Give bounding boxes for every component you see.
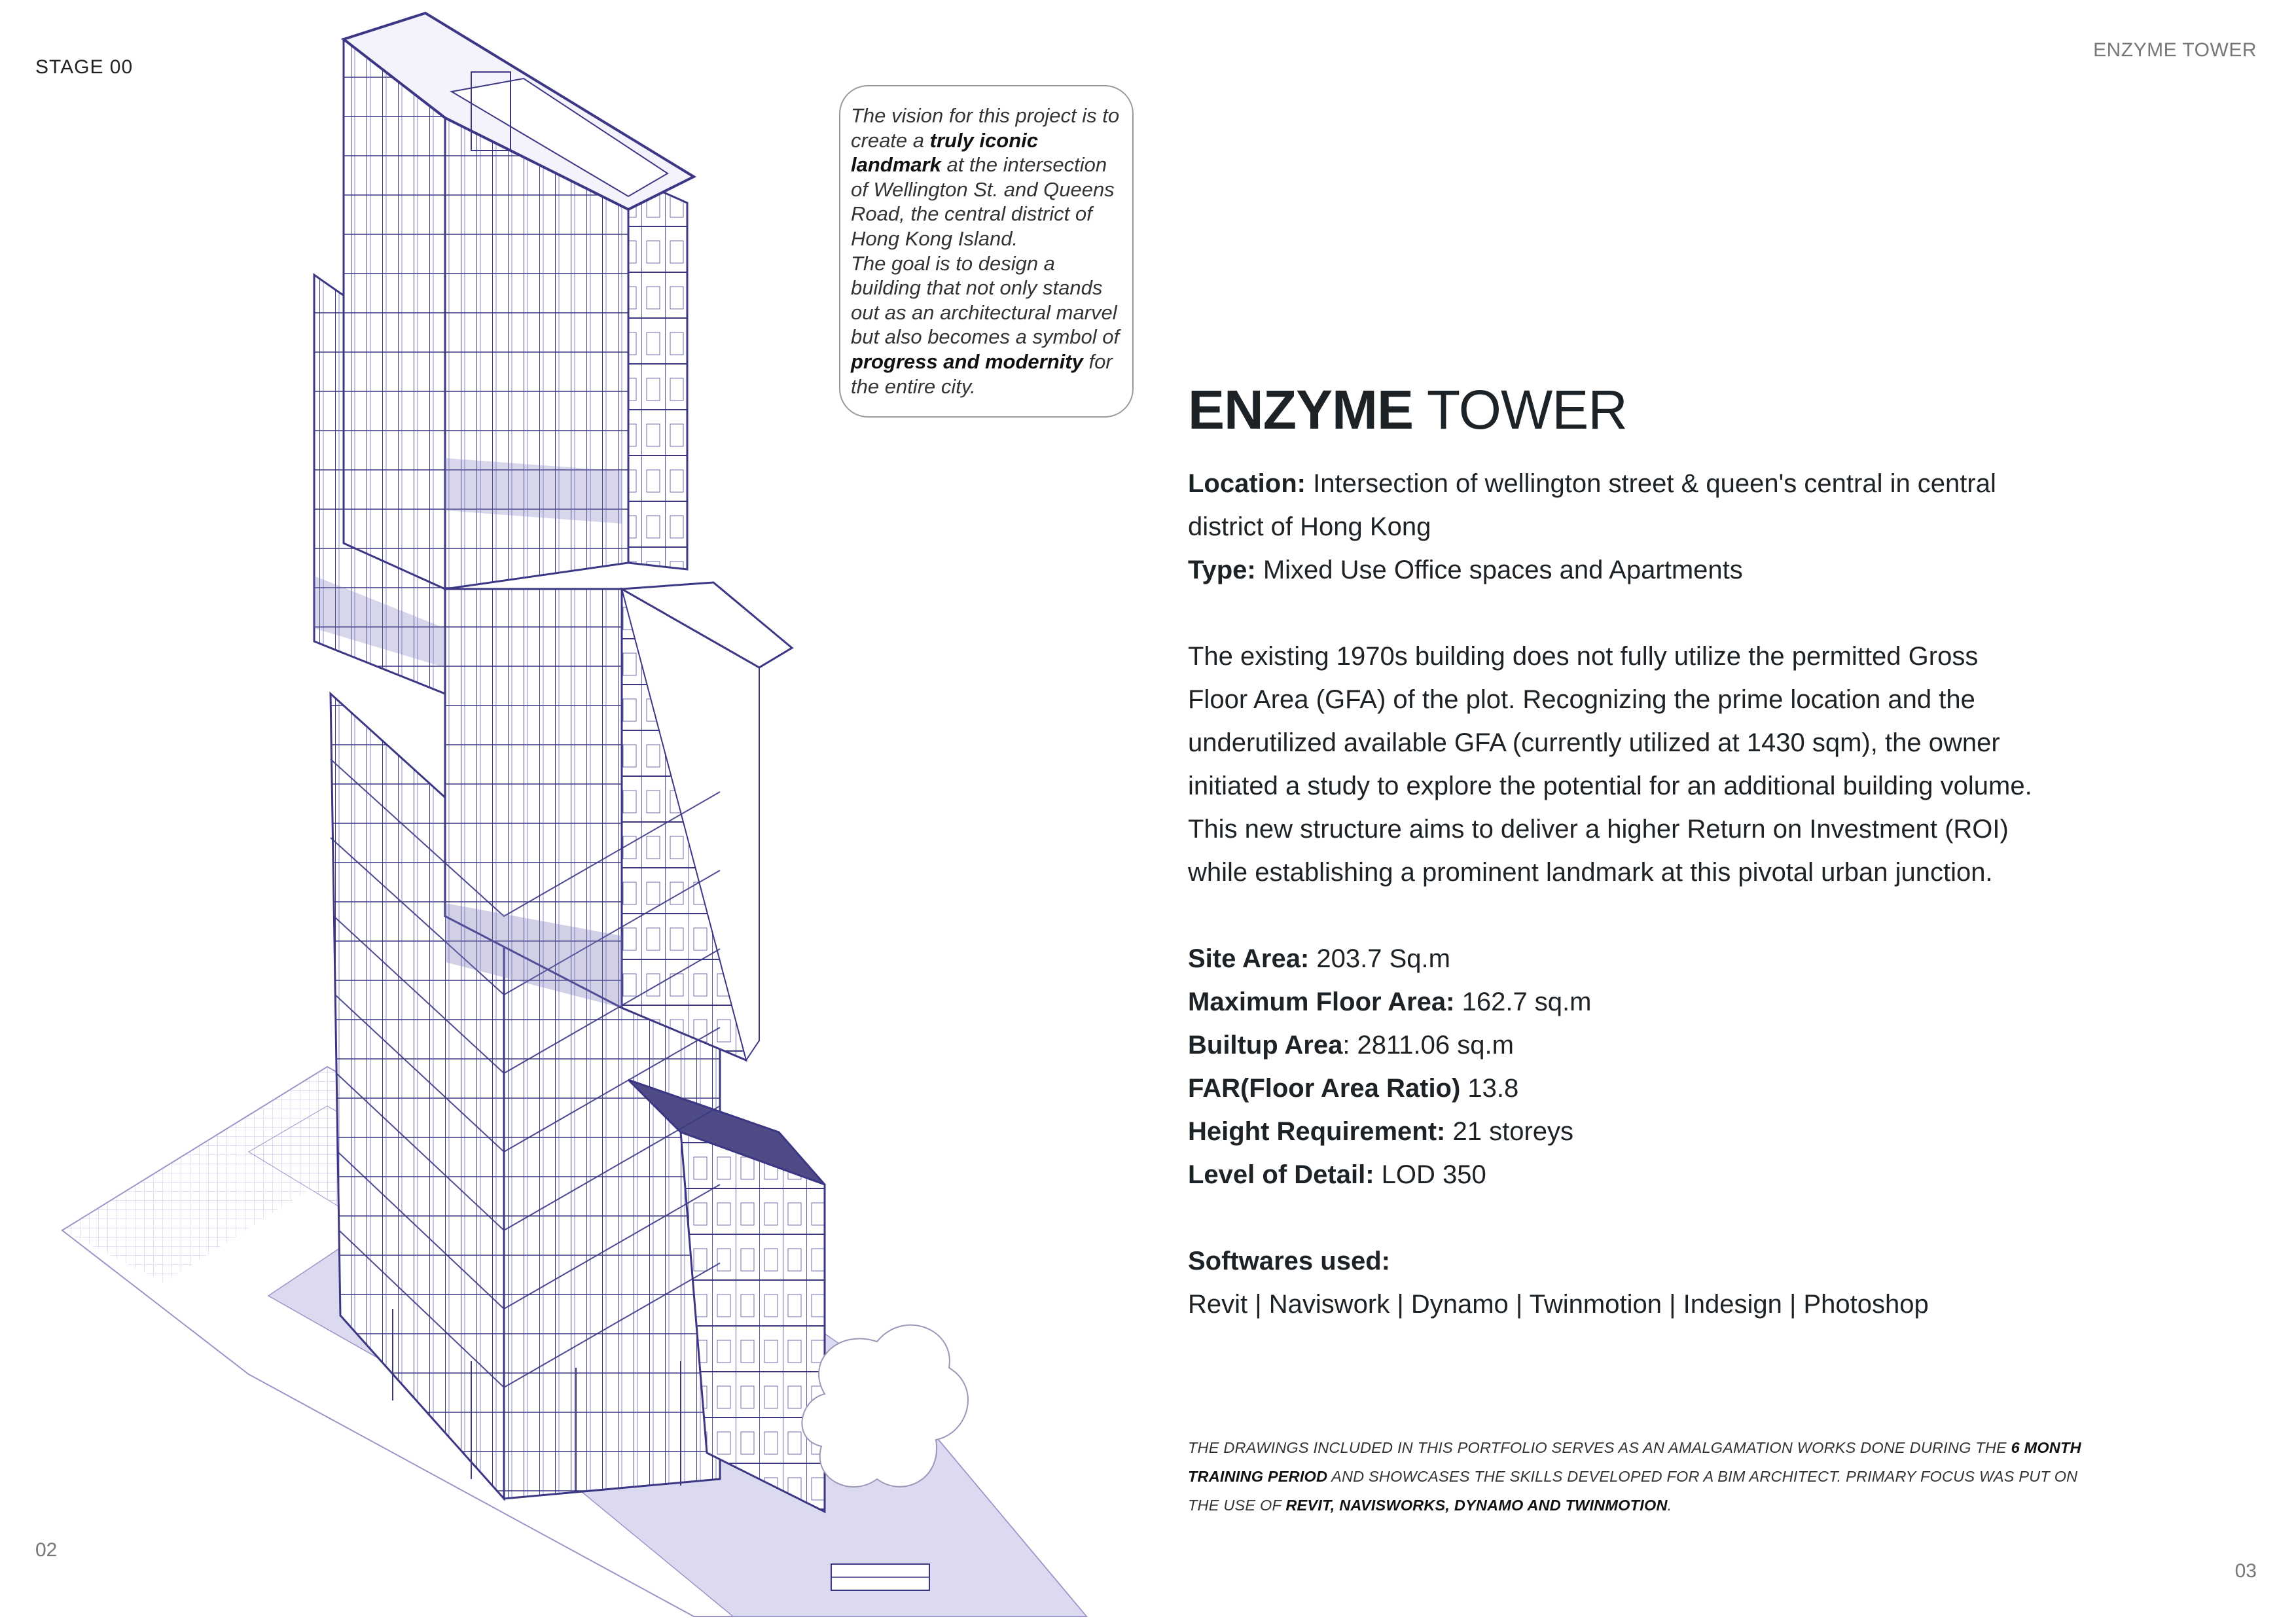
softwares-list: Revit | Naviswork | Dynamo | Twinmotion | Indesign | Photoshop	[1188, 1290, 1929, 1319]
page-number-right: 03	[2234, 1560, 2257, 1582]
stat-lod: Level of Detail: LOD 350	[1188, 1160, 1486, 1189]
project-description: The existing 1970s building does not fully utilize the permitted Gross Floor Area (GFA) of the plot. Recognizing the prime location and the underutilized available GFA (currently utilized at 1430 sqm), the owner initiated a study to explore the potential for an additional building volume. This new structure aims to deliver a higher Return on Investment (ROI) while establishing a prominent landmark at this pivotal urban junction.	[1188, 642, 2032, 887]
stage-label: STAGE 00	[35, 56, 134, 78]
softwares-label: Softwares used:	[1188, 1247, 1390, 1275]
footnote: THE DRAWINGS INCLUDED IN THIS PORTFOLIO SERVES AS AN AMALGAMATION WORKS DONE DURING THE 6 MONTH TRAINING PERIOD AND SHOWCASES THE SKILLS DEVELOPED FOR A BIM ARCHITECT. PRIMARY FOCUS WAS PUT ON THE USE OF REVIT, NAVISWORKS, DYNAMO AND TWINMOTION.	[1188, 1439, 2081, 1514]
stat-far: FAR(Floor Area Ratio) 13.8	[1188, 1074, 1519, 1103]
location-row: Location: Intersection of wellington street & queen's central in central district of Hong Kong	[1188, 469, 1996, 541]
stat-site-area: Site Area: 203.7 Sq.m	[1188, 944, 1450, 973]
stat-height: Height Requirement: 21 storeys	[1188, 1117, 1574, 1146]
stat-builtup-area: Builtup Area: 2811.06 sq.m	[1188, 1031, 1514, 1060]
project-header: ENZYME TOWER	[2093, 39, 2257, 61]
page-number-left: 02	[35, 1539, 58, 1561]
page-title: ENZYME TOWER	[1188, 379, 1627, 440]
project-info	[1188, 462, 2039, 1326]
stat-max-floor-area: Maximum Floor Area: 162.7 sq.m	[1188, 988, 1592, 1016]
vision-callout: The vision for this project is to create a truly iconic landmark at the intersection of Wellington St. and Queens Road, the central district of Hong Kong Island. The goal is to design a building that not only stands out as an architectural marvel but also becomes a symbol of progress and modernity for the entire city.	[839, 85, 1134, 418]
type-row: Type: Mixed Use Office spaces and Apartments	[1188, 556, 1743, 584]
